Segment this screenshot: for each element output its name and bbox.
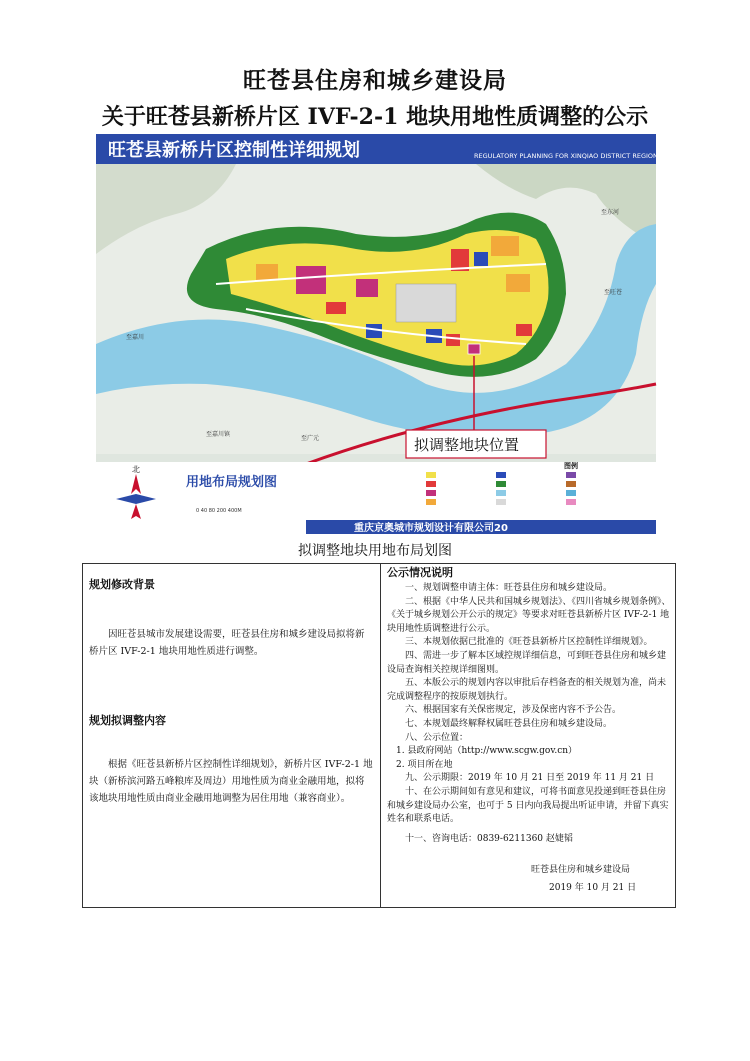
north-label: 北 xyxy=(132,465,140,474)
signature-org: 旺苍县住房和城乡建设局 xyxy=(531,865,631,875)
notice-item: 2. 项目所在地 xyxy=(396,759,453,770)
notice-items xyxy=(387,582,671,846)
notice-item: 五、本版公示的规划内容以审批后存档备查的相关规划为准，尚未完成调整程序的按原规划执行。 xyxy=(387,678,667,702)
map-caption: 拟调整地块用地布局划图 xyxy=(298,543,452,559)
notice-item: 六、根据国家有关保密规定，涉及保密内容不予公告。 xyxy=(405,705,622,716)
notice-item: 三、本规划依据已批准的《旺苍县新桥片区控制性详细规划》。 xyxy=(405,637,653,648)
place-label-2: 至旺苍 xyxy=(604,289,623,296)
legend-header: 图例 xyxy=(564,462,578,470)
place-label-4: 至嘉川镇 xyxy=(206,431,231,438)
map-banner-title: 旺苍县新桥片区控制性详细规划 xyxy=(108,140,360,161)
notice-item: 二、根据《中华人民共和国城乡规划法》、《四川省城乡规划条例》、《关于城乡规划公开公示的规定》等要求对旺苍县新桥片区 IVF-2-1 地块用地性质调整进行公示。 xyxy=(387,596,671,634)
notice-item: 十、在公示期间如有意见和建议，可将书面意见投递到旺苍县住房和城乡建设局办公室，也可于 5 日内向我局提出听证申请，并留下真实姓名和联系电话。 xyxy=(387,786,669,825)
background-heading: 规划修改背景 xyxy=(89,578,155,591)
scale-bar-label: 0 40 80 200 400M xyxy=(196,508,242,514)
notice-item: 四、需进一步了解本区域控规详细信息，可到旺苍县住房和城乡建设局查询相关控规详细图则。 xyxy=(387,650,667,675)
place-label-3: 至嘉川 xyxy=(126,334,145,341)
notice-item: 七、本规划最终解释权属旺苍县住房和城乡建设局。 xyxy=(405,718,613,729)
legend-panel-title: 用地布局规划图 xyxy=(186,475,278,490)
notice-item: 十一、咨询电话：0839-6211360 赵婕韬 xyxy=(405,833,573,844)
notice-item: 1. 县政府网站（http://www.scgw.gov.cn） xyxy=(396,746,578,757)
right-column xyxy=(381,564,677,907)
notice-item: 八、公示位置： xyxy=(405,732,469,743)
notice-item: 九、公示期限：2019 年 10 月 21 日至 2019 年 11 月 21 日 xyxy=(405,773,655,784)
map-banner-subtitle: REGULATORY PLANNING FOR XINQIAO DISTRICT REGION OF WA xyxy=(474,152,682,160)
adjusted-parcel xyxy=(468,344,480,354)
company-name: 重庆京奥城市规划设计有限公司20 xyxy=(354,523,508,534)
notice-explanation-heading: 公示情况说明 xyxy=(387,566,453,579)
land-use-plan-map xyxy=(96,134,682,534)
place-label-1: 至东河 xyxy=(601,209,620,216)
signature-date: 2019 年 10 月 21 日 xyxy=(549,883,637,893)
left-column xyxy=(83,564,380,907)
notice-title: 关于旺苍县新桥片区 IVF-2-1 地块用地性质调整的公示 xyxy=(101,104,649,130)
notice-table xyxy=(82,563,676,908)
place-label-5: 至广元 xyxy=(301,435,320,442)
notice-item: 一、规划调整申请主体：旺苍县住房和城乡建设局。 xyxy=(405,583,613,593)
adjustment-text: 根据《旺苍县新桥片区控制性详细规划》，新桥片区 IVF-2-1 地块（新桥滨河路五峰粮库及周边）用地性质为商业金融用地，拟将该地块用地性质由商业金融用地调整为居住用地（兼容商业）。 xyxy=(89,759,373,804)
adjustment-heading: 规划拟调整内容 xyxy=(89,714,166,727)
marker-label: 拟调整地块位置 xyxy=(414,436,520,454)
issuer-title: 旺苍县住房和城乡建设局 xyxy=(243,67,507,94)
background-text: 因旺苍县城市发展建设需要，旺苍县住房和城乡建设局拟将新桥片区 IVF-2-1 地块用地性质进行调整。 xyxy=(89,629,365,657)
